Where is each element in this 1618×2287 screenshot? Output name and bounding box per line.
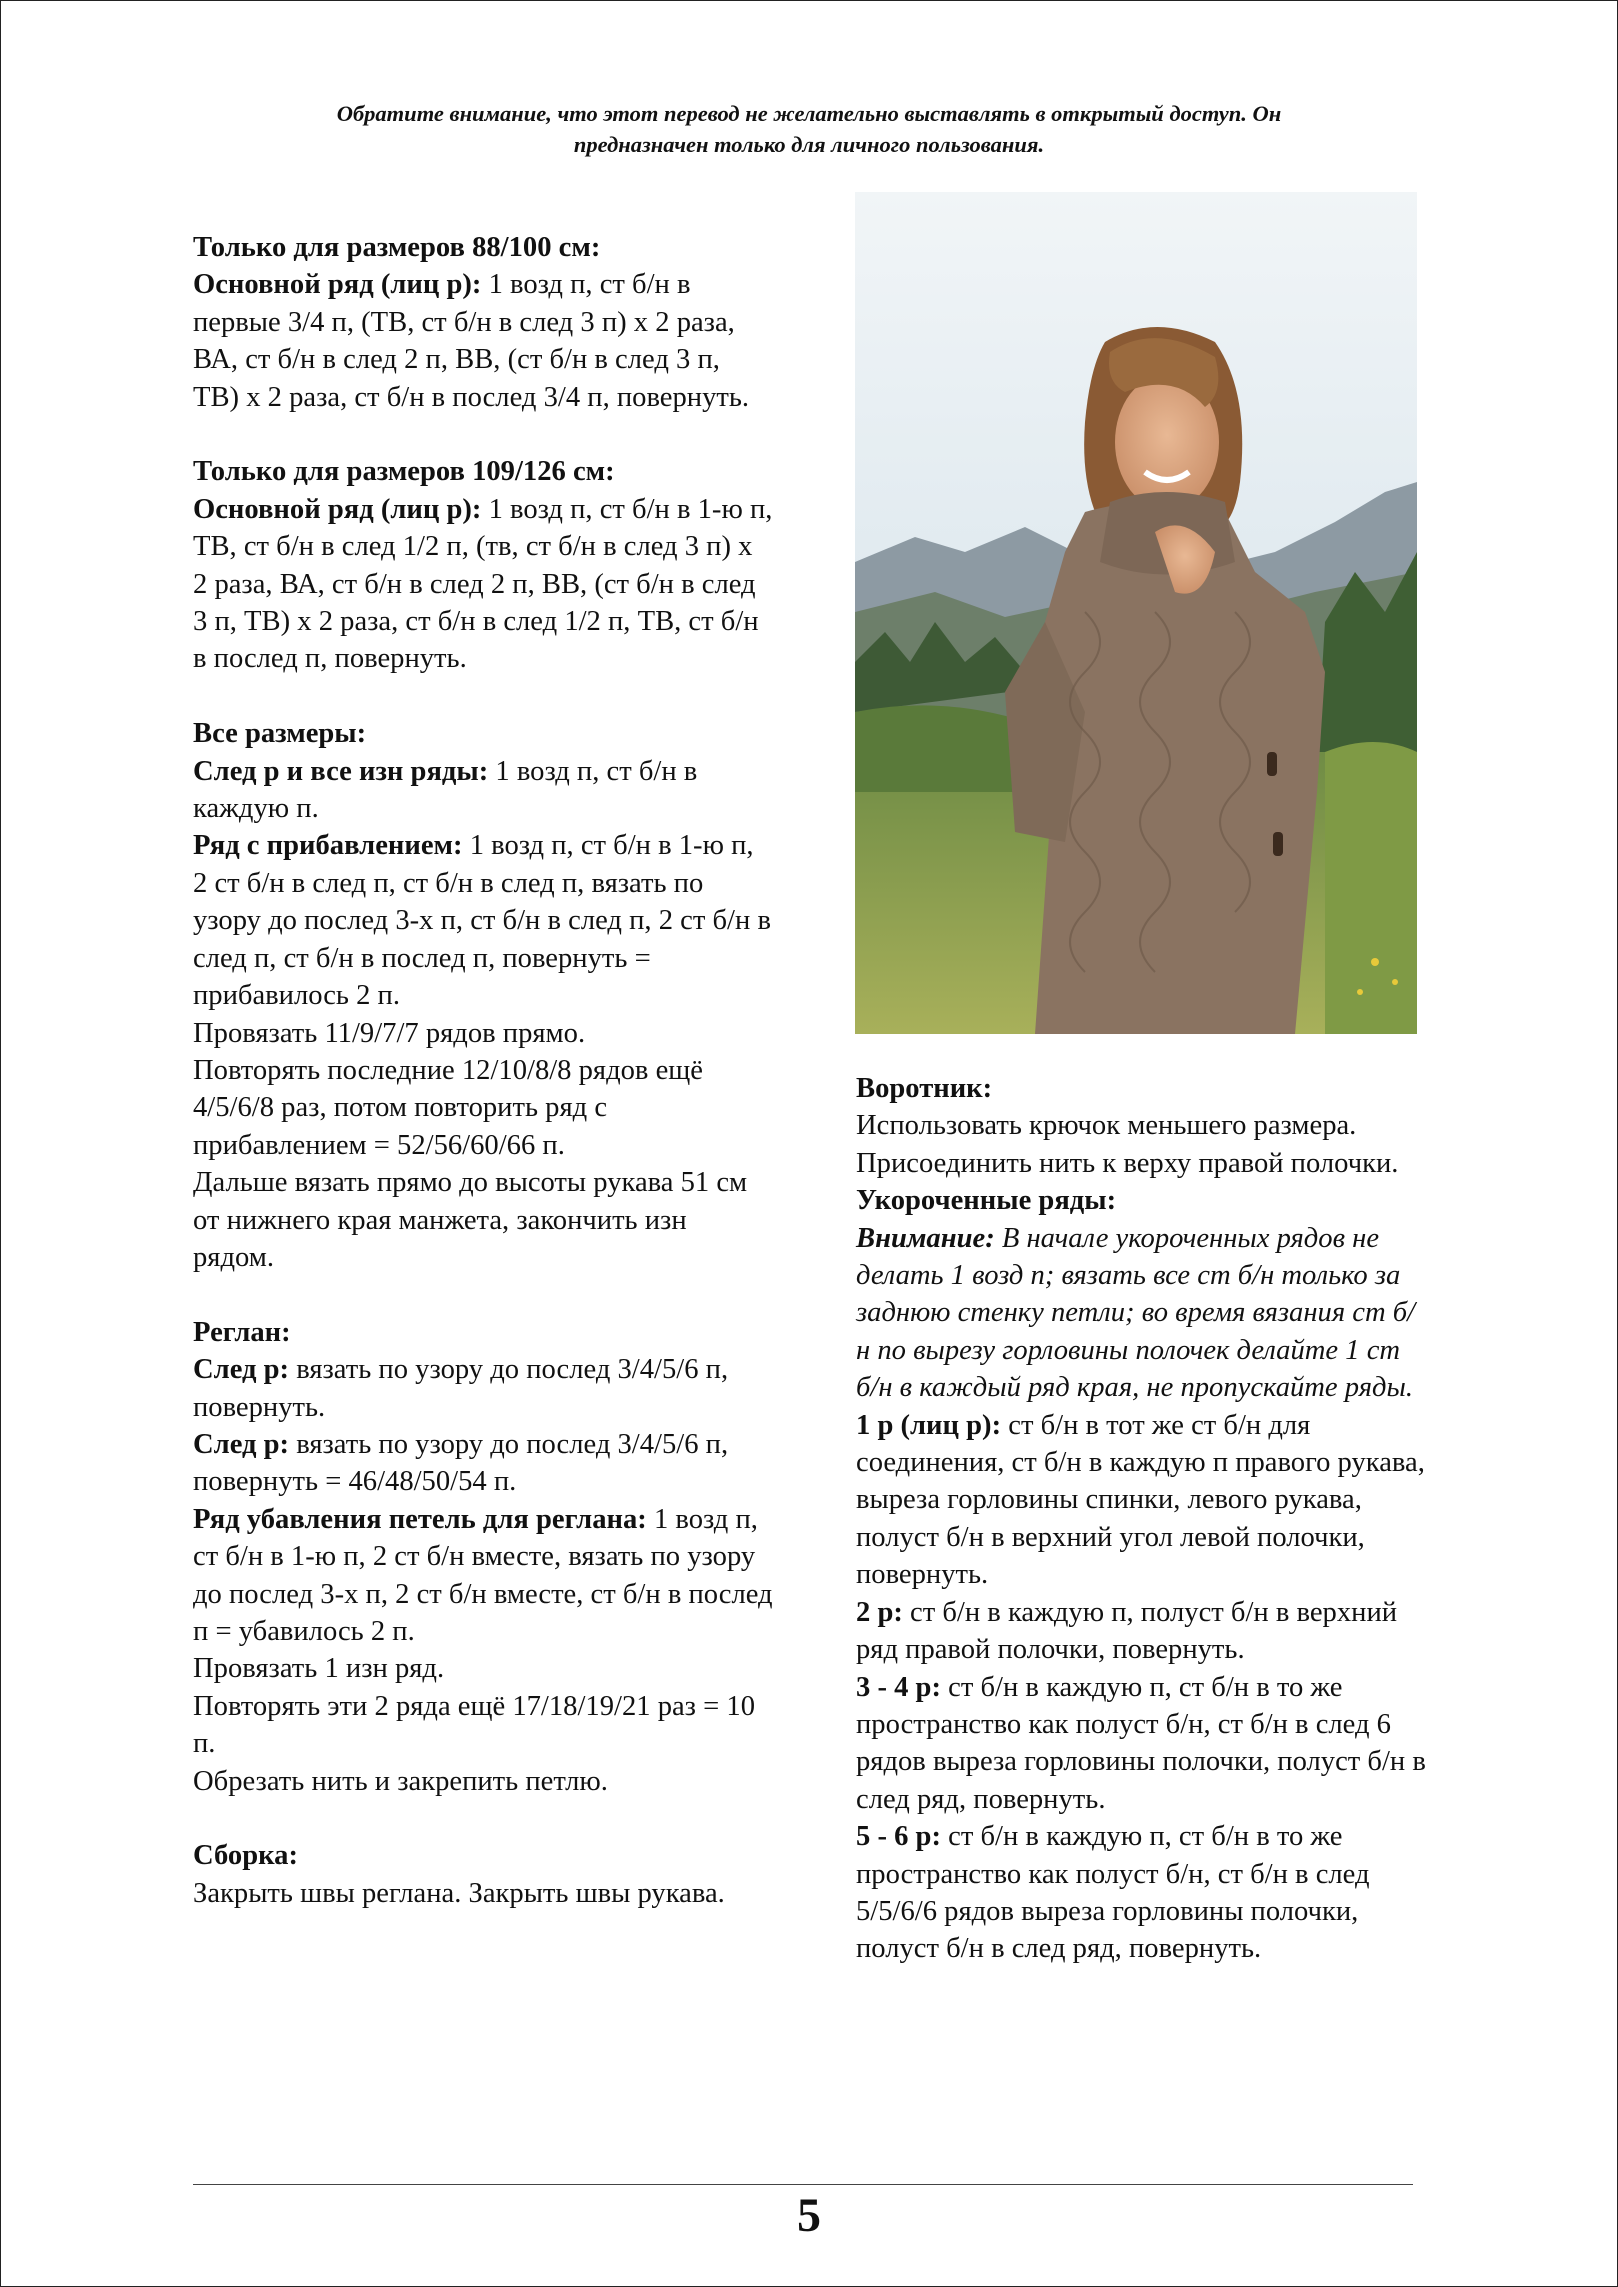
paragraph-wrong-side-row: Провязать 1 изн ряд. bbox=[193, 1653, 445, 1685]
section-title-raglan: Реглан: bbox=[193, 1316, 291, 1348]
section-title-short-rows: Укороченные ряды: bbox=[856, 1185, 1117, 1217]
paragraph-rows-3-4: 3 - 4 р: ст б/н в каждую п, ст б/н в то же пространство как полуст б/н, ст б/н в след 6 рядов выреза горловины полочки, полуст б/н в след ряд, повернуть. bbox=[856, 1671, 1426, 1815]
paragraph-assembly: Закрыть швы реглана. Закрыть швы рукава. bbox=[193, 1877, 725, 1909]
section-title-sizes-109-126: Только для размеров 109/126 см: bbox=[193, 456, 615, 488]
paragraph-next-rows: След р и все изн ряды: 1 возд п, ст б/н в каждую п. bbox=[193, 755, 698, 825]
notice-line-2: предназначен только для личного пользования. bbox=[573, 132, 1045, 157]
page-number: 5 bbox=[797, 2189, 821, 2242]
model-photo bbox=[855, 192, 1417, 1034]
paragraph-work-straight: Провязать 11/9/7/7 рядов прямо. bbox=[193, 1017, 586, 1049]
section-title-all-sizes: Все размеры: bbox=[193, 718, 367, 750]
paragraph-row-1: 1 р (лиц р): ст б/н в тот же ст б/н для соединения, ст б/н в каждую п правого рукава, выреза горловины спинки, левого рукава, полуст б/н в верхний угол левой полочки, повернуть. bbox=[856, 1409, 1425, 1591]
paragraph-raglan-row-1: След р: вязать по узору до послед 3/4/5/6 п, повернуть. bbox=[193, 1354, 729, 1423]
paragraph-repeat-raglan: Повторять эти 2 ряда ещё 17/18/19/21 раз = 10 п. bbox=[193, 1690, 755, 1760]
right-column bbox=[856, 1070, 1426, 1968]
paragraph-rows-5-6: 5 - 6 р: ст б/н в каждую п, ст б/н в то же пространство как полуст б/н, ст б/н в след 5/5/6/6 рядов выреза горловины полочки, полуст б/н в след ряд, повернуть. bbox=[856, 1821, 1370, 1965]
paragraph-base-row-109-126: Основной ряд (лиц р): 1 возд п, ст б/н в 1-ю п, ТВ, ст б/н в след 1/2 п, (тв, ст б/н в след 3 п) х 2 раза, ВА, ст б/н в след 2 п, ВВ, (ст б/н в след 3 п, ТВ) х 2 раза, ст б/н в след 1/2 п, ТВ, ст б/н в послед п, повернуть. bbox=[193, 493, 773, 675]
paragraph-raglan-row-2: След р: вязать по узору до послед 3/4/5/6 п, повернуть = 46/48/50/54 п. bbox=[193, 1428, 729, 1498]
left-column bbox=[193, 229, 773, 1912]
copyright-notice bbox=[160, 98, 1458, 160]
paragraph-attention-note: Внимание: В начале укороченных рядов не делать 1 возд п; вязать все ст б/н только за заднюю стенку петли; во время вязания ст б/н по вырезу горловины полочек делайте 1 ст б/н в каждый ряд края, не пропускайте ряды. bbox=[856, 1222, 1416, 1404]
section-title-assembly: Сборка: bbox=[193, 1840, 298, 1872]
paragraph-fasten-off: Обрезать нить и закрепить петлю. bbox=[193, 1765, 608, 1797]
paragraph-base-row-88-100: Основной ряд (лиц р): 1 возд п, ст б/н в первые 3/4 п, (ТВ, ст б/н в след 3 п) х 2 раза, ВА, ст б/н в след 2 п, ВВ, (ст б/н в след 3 п, ТВ) х 2 раза, ст б/н в послед 3/4 п, повернуть. bbox=[193, 269, 750, 413]
section-title-sizes-88-100: Только для размеров 88/100 см: bbox=[193, 232, 601, 263]
paragraph-collar: Использовать крючок меньшего размера. Присоединить нить к верху правой полочки. bbox=[856, 1110, 1399, 1179]
paragraph-repeat-rows: Повторять последние 12/10/8/8 рядов ещё 4/5/6/8 раз, потом повторить ряд с прибавлением = 52/56/60/66 п. bbox=[193, 1054, 703, 1161]
section-title-collar: Воротник: bbox=[856, 1073, 993, 1104]
woman-in-sweater-photo bbox=[855, 192, 1417, 1034]
footer-divider bbox=[193, 2184, 1413, 2185]
paragraph-sleeve-length: Дальше вязать прямо до высоты рукава 51 см от нижнего края манжета, закончить изн рядом. bbox=[193, 1167, 748, 1273]
paragraph-raglan-decrease: Ряд убавления петель для реглана: 1 возд п, ст б/н в 1-ю п, 2 ст б/н вместе, вязать по узору до послед 3-х п, 2 ст б/н вместе, ст б/н в послед п = убавилось 2 п. bbox=[193, 1503, 773, 1647]
paragraph-row-2: 2 р: ст б/н в каждую п, полуст б/н в верхний ряд правой полочки, повернуть. bbox=[856, 1596, 1398, 1666]
notice-line-1: Обратите внимание, что этот перевод не желательно выставлять в открытый доступ. Он bbox=[336, 101, 1282, 126]
paragraph-increase-row: Ряд с прибавлением: 1 возд п, ст б/н в 1-ю п, 2 ст б/н в след п, ст б/н в след п, вязать по узору до послед 3-х п, ст б/н в след п, 2 ст б/н в след п, ст б/н в послед п, повернуть = прибавилось 2 п. bbox=[193, 830, 771, 1012]
